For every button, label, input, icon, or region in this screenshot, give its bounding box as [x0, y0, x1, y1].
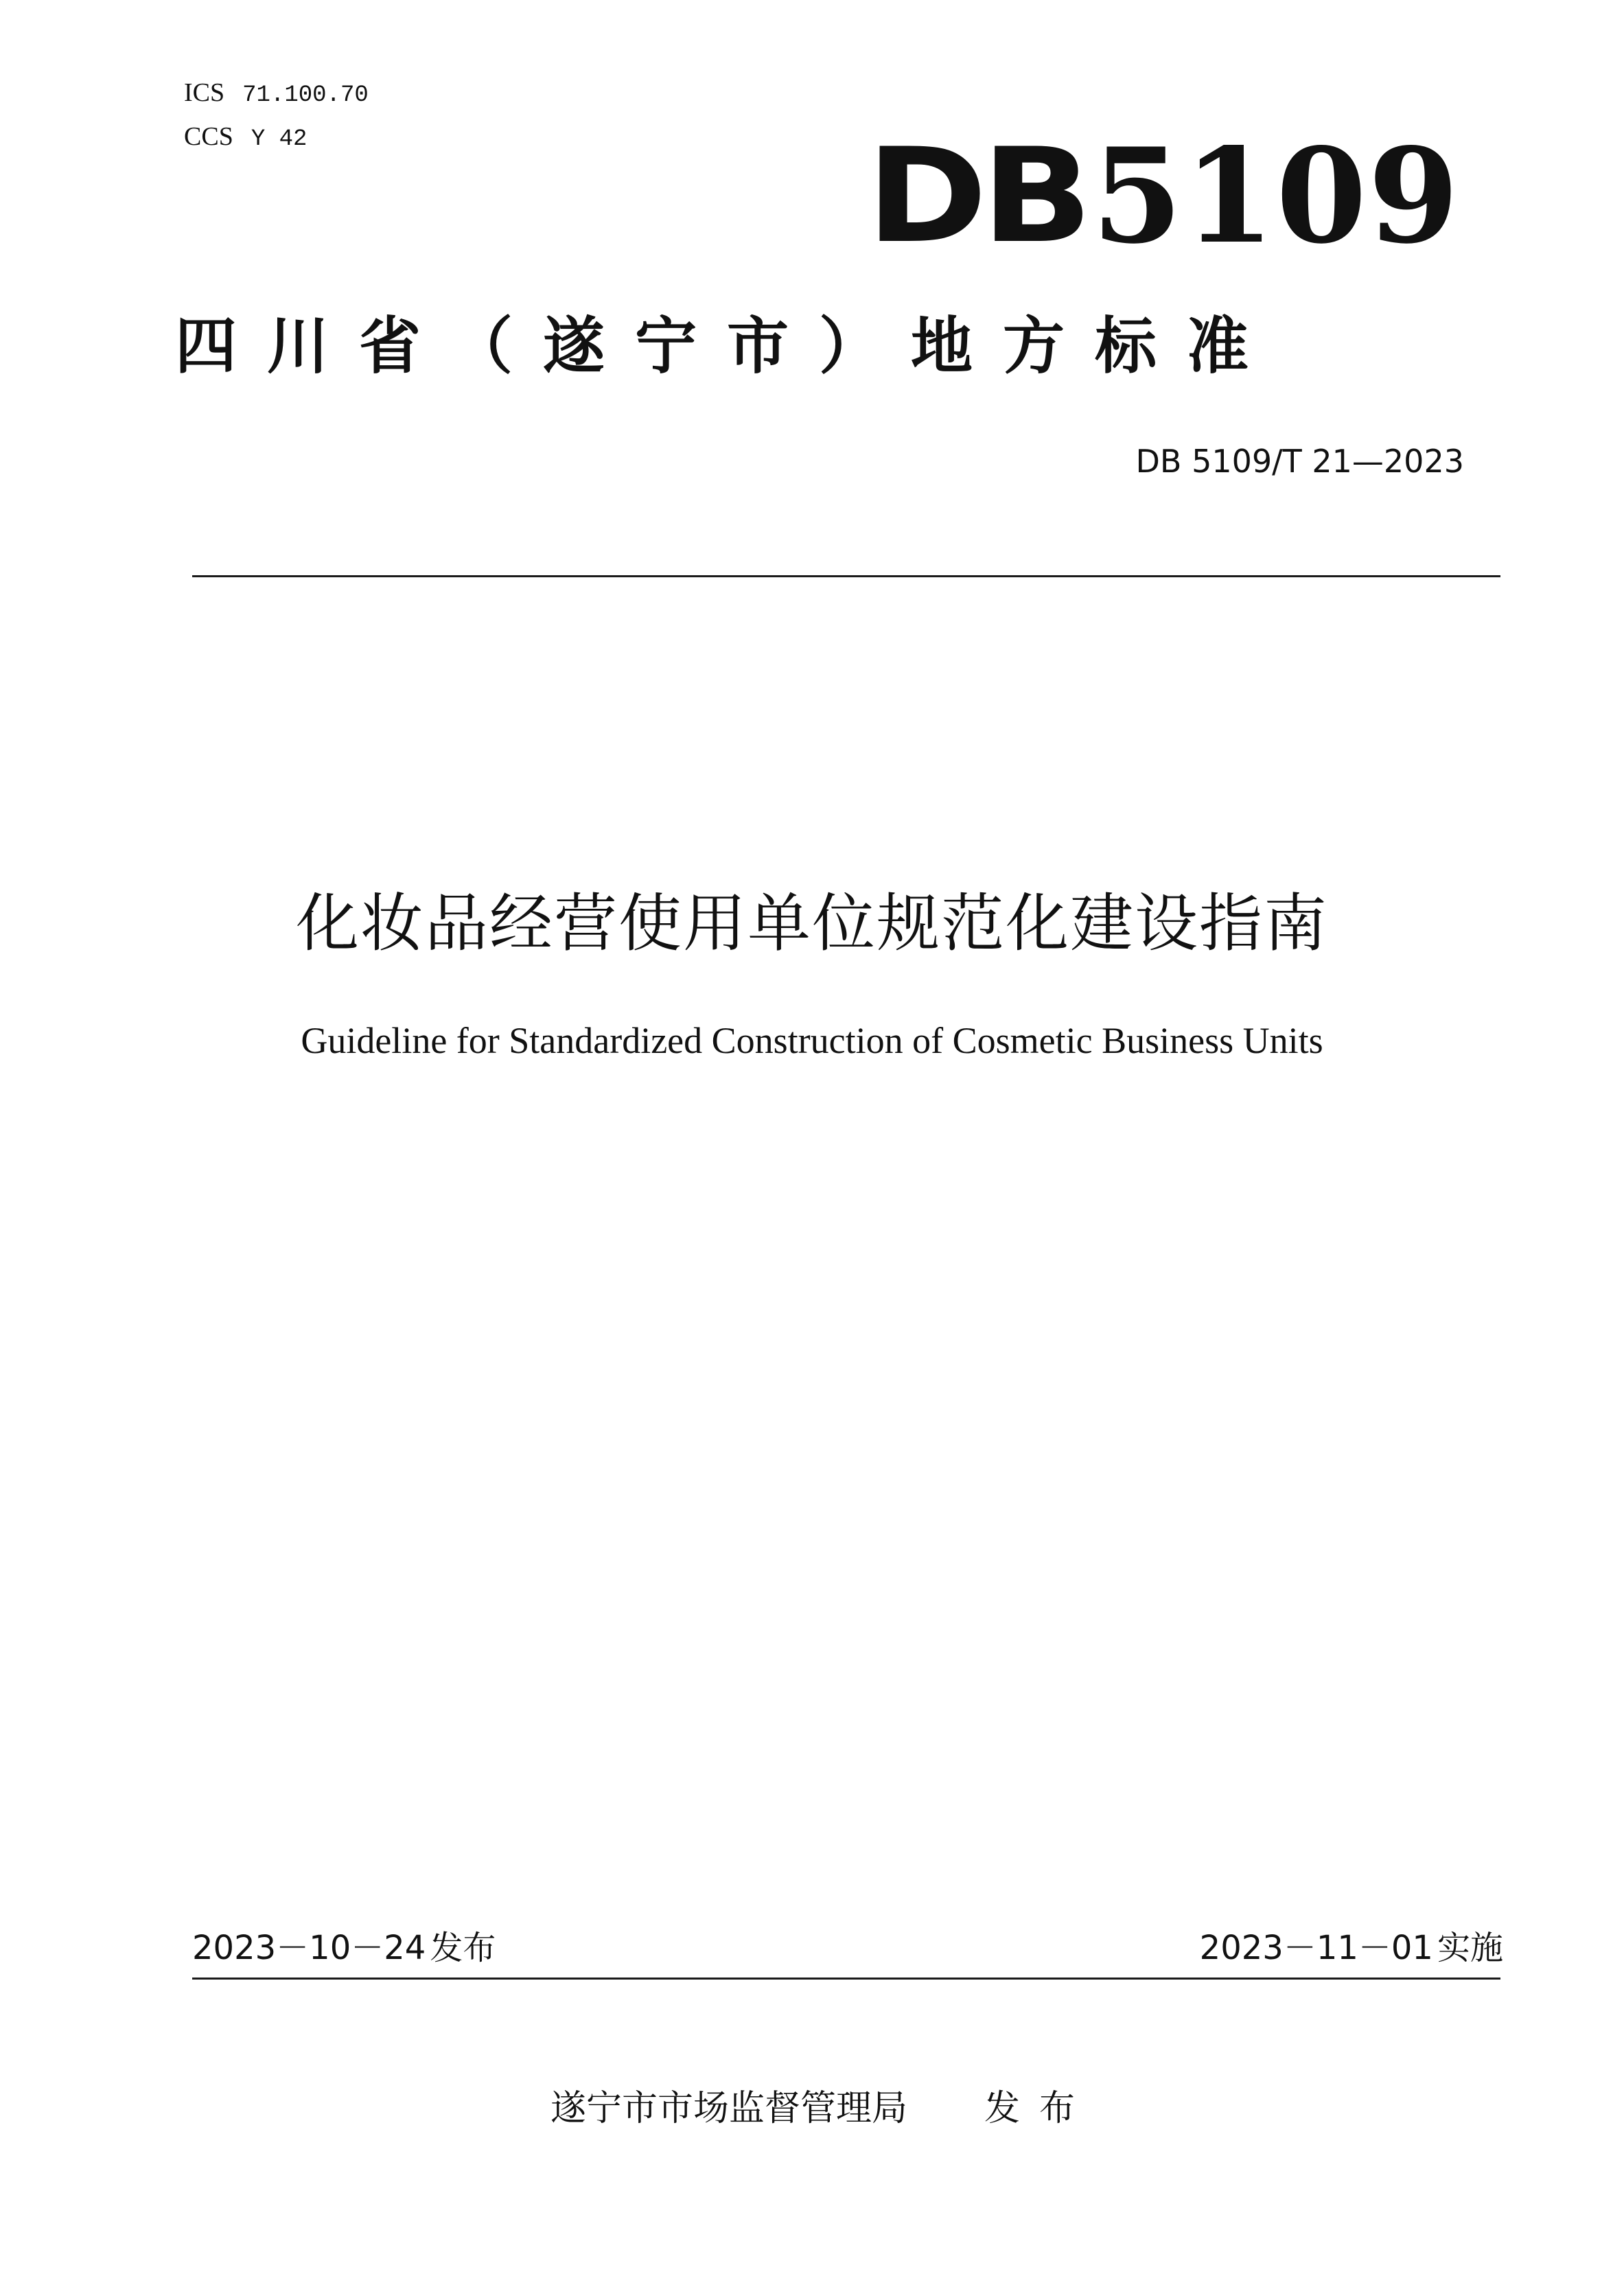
bottom-divider — [192, 1978, 1500, 1980]
standard-mark-prefix: DB — [866, 120, 1087, 272]
standard-mark — [866, 119, 1461, 272]
ccs-classification — [184, 121, 307, 155]
ccs-label: CCS — [184, 122, 233, 151]
issue-label: 发布 — [430, 1929, 496, 1967]
issue-date: 2023－10－24 — [192, 1929, 426, 1967]
ics-code: 71.100.70 — [242, 82, 369, 108]
issue-date-line — [192, 1927, 496, 1969]
document-title-chinese: 化妆品经营使用单位规范化建设指南 — [295, 887, 1328, 960]
issuer-name: 遂宁市市场监督管理局 — [550, 2088, 908, 2129]
issuer-line — [550, 2087, 1094, 2131]
ccs-code: Y 42 — [251, 126, 308, 152]
standard-mark-code: 5109 — [1091, 119, 1461, 272]
implementation-label: 实施 — [1437, 1929, 1503, 1967]
ics-label: ICS — [184, 78, 225, 107]
ics-classification — [184, 77, 369, 111]
top-divider — [192, 575, 1500, 577]
standard-category-heading: 四川省（遂宁市）地方标准 — [175, 310, 1279, 382]
issuer-action: 发布 — [984, 2088, 1095, 2129]
standard-number: DB 5109/T 21—2023 — [1135, 443, 1464, 480]
implementation-date-line — [1200, 1927, 1503, 1969]
document-title-english: Guideline for Standardized Construction of Cosmetic Business Units — [301, 1020, 1323, 1061]
implementation-date: 2023－11－01 — [1199, 1929, 1433, 1967]
